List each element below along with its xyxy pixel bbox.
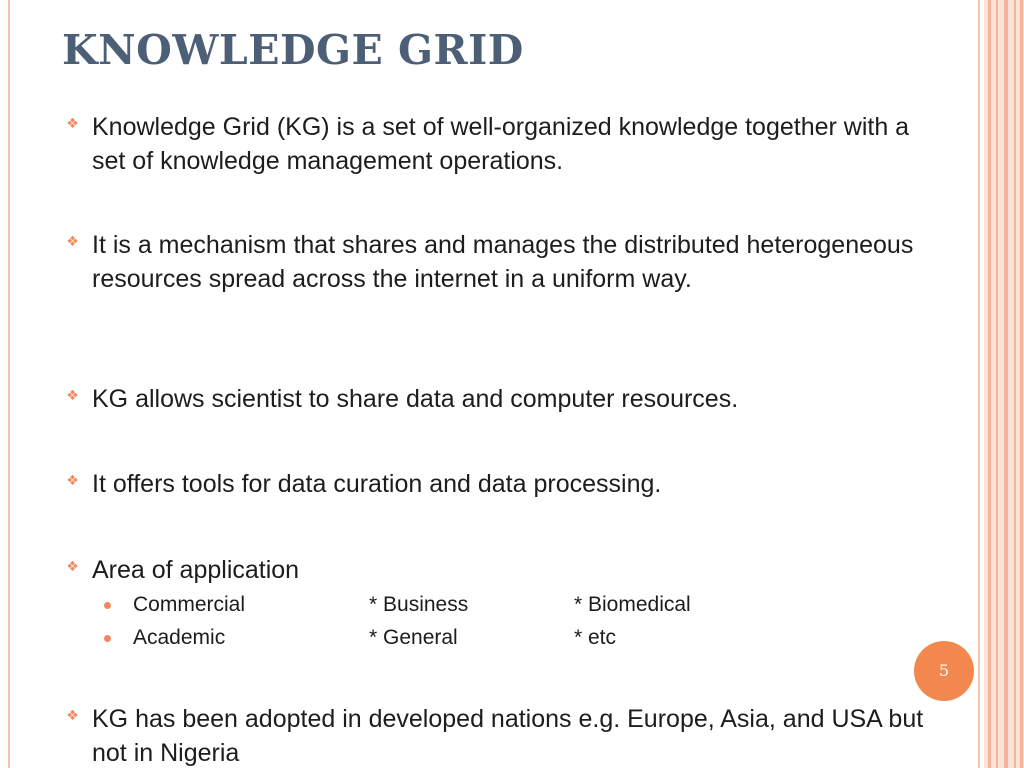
page-number-badge: 5 (914, 641, 974, 701)
stripe (988, 0, 991, 768)
bullet-text: It offers tools for data curation and data processing. (92, 470, 662, 498)
diamond-bullet-icon: ❖ (66, 234, 79, 250)
bullet-text: It is a mechanism that shares and manages the distributed heterogeneous resources spread across the internet in a uniform way. (92, 231, 914, 293)
application-item: * etc (574, 626, 617, 649)
diamond-bullet-icon: ❖ (66, 559, 79, 575)
diamond-bullet-icon: ❖ (66, 388, 79, 404)
bullet-text: KG has been adopted in developed nations e.g. Europe, Asia, and USA but not in Nigeria (92, 705, 924, 767)
dot-bullet-icon (104, 635, 111, 642)
stripe (996, 0, 998, 768)
bullet-text: Area of application (92, 556, 300, 584)
application-item: Commercial (133, 593, 246, 616)
application-item: * Biomedical (574, 593, 691, 616)
application-item: * General (369, 626, 458, 649)
slide-title: KNOWLEDGE GRID (62, 26, 524, 74)
application-item: * Business (369, 593, 469, 616)
diamond-bullet-icon: ❖ (66, 116, 79, 132)
diamond-bullet-icon: ❖ (66, 473, 79, 489)
dot-bullet-icon (104, 602, 111, 609)
application-row (104, 622, 804, 654)
diamond-bullet-icon: ❖ (66, 708, 79, 724)
application-row (104, 589, 804, 621)
slide-frame-left (8, 0, 10, 768)
bullet-text: Knowledge Grid (KG) is a set of well-organized knowledge together with a set of knowledge management operations. (92, 113, 910, 175)
application-item: Academic (133, 626, 226, 649)
bullet-text: KG allows scientist to share data and computer resources. (92, 385, 739, 413)
decorative-stripes (984, 0, 1024, 768)
stripe (1014, 0, 1016, 768)
stripe (1004, 0, 1008, 768)
stripe (1020, 0, 1023, 768)
slide-frame-right (978, 0, 980, 768)
